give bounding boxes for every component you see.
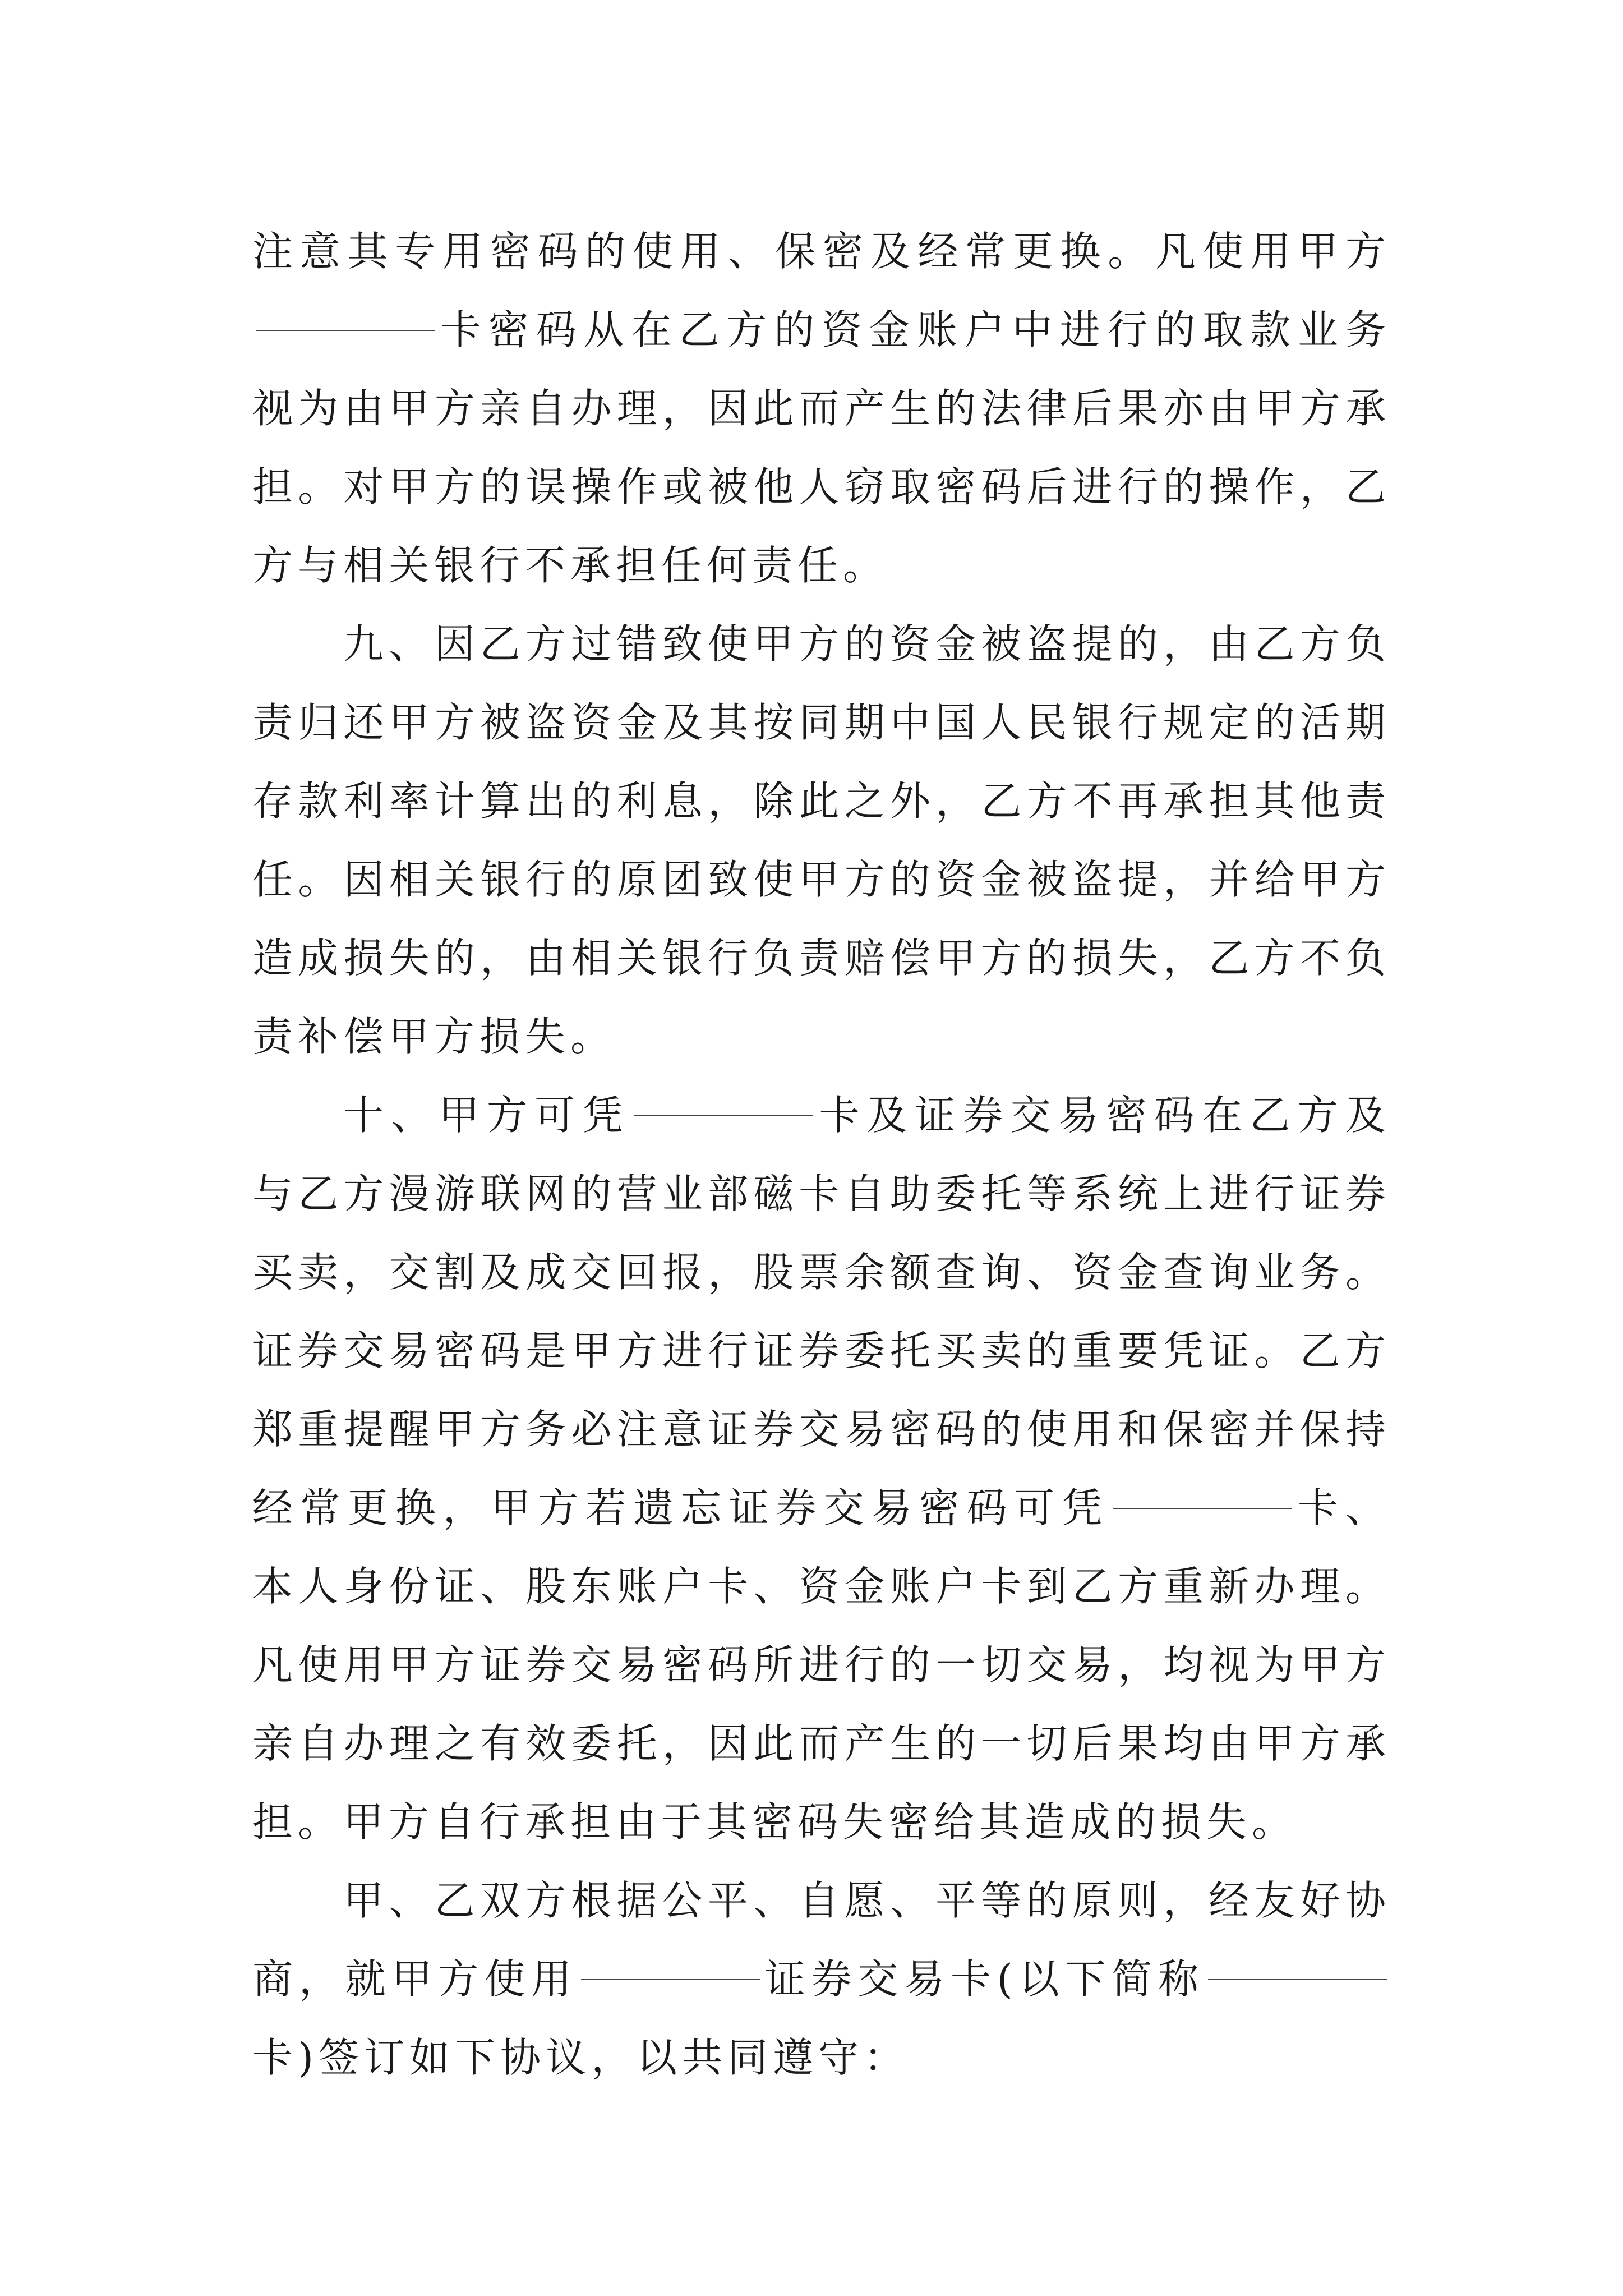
- fill-in-blank: [1208, 1978, 1387, 1980]
- fill-in-blank: [256, 329, 435, 331]
- paragraph-text: 证券交易卡(以下简称: [763, 1955, 1205, 2003]
- paragraph-text: 甲、乙双方根据公平、自愿、平等的原则，经友好协商，就甲方使用: [252, 1877, 1391, 2003]
- paragraph-text: 注意其专用密码的使用、保密及经常更换。凡使用甲方: [252, 228, 1391, 275]
- paragraph-text: 九、因乙方过错致使甲方的资金被盗提的，由乙方负责归还甲方被盗资金及其按同期中国人民银行规定的活期存款利率计算出的利息，除此之外，乙方不再承担其他责任。因相关银行的原团致使甲方的资金被盗提，并给甲方造成损失的，由相关银行负责赔偿甲方的损失，乙方不负责补偿甲方损失。: [252, 620, 1391, 1060]
- paragraph-clause-nine: [252, 605, 1391, 1076]
- fill-in-blank: [1113, 1507, 1292, 1509]
- paragraph-text: 卡)签订如下协议，以共同遵守：: [252, 2034, 910, 2081]
- paragraph-text: 十、甲方可凭: [343, 1092, 630, 1139]
- fill-in-blank: [581, 1978, 760, 1980]
- paragraph-text: 卡密码从在乙方的资金账户中进行的取款业务视为由甲方亲自办理，因此而产生的法律后果亦由甲方承担。对甲方的误操作或被他人窃取密码后进行的操作，乙方与相关银行不承担任何责任。: [252, 306, 1391, 589]
- paragraph-clause-ten: [252, 1076, 1391, 1861]
- paragraph-text: 卡、本人身份证、股东账户卡、资金账户卡到乙方重新办理。凡使用甲方证券交易密码所进行的一切交易，均视为甲方亲自办理之有效委托，因此而产生的一切后果均由甲方承担。甲方自行承担由于其密码失密给其造成的损失。: [252, 1484, 1391, 1846]
- document-page: [252, 212, 1391, 2097]
- paragraph-agreement-preamble: [252, 1861, 1391, 2097]
- fill-in-blank: [634, 1115, 813, 1116]
- paragraph-text: 卡及证券交易密码在乙方及与乙方漫游联网的营业部磁卡自助委托等系统上进行证券买卖，交割及成交回报，股票余额查询、资金查询业务。证券交易密码是甲方进行证券委托买卖的重要凭证。乙方郑重提醒甲方务必注意证券交易密码的使用和保密并保持经常更换，甲方若遗忘证券交易密码可凭: [252, 1092, 1391, 1531]
- paragraph-password-usage: [252, 212, 1391, 605]
